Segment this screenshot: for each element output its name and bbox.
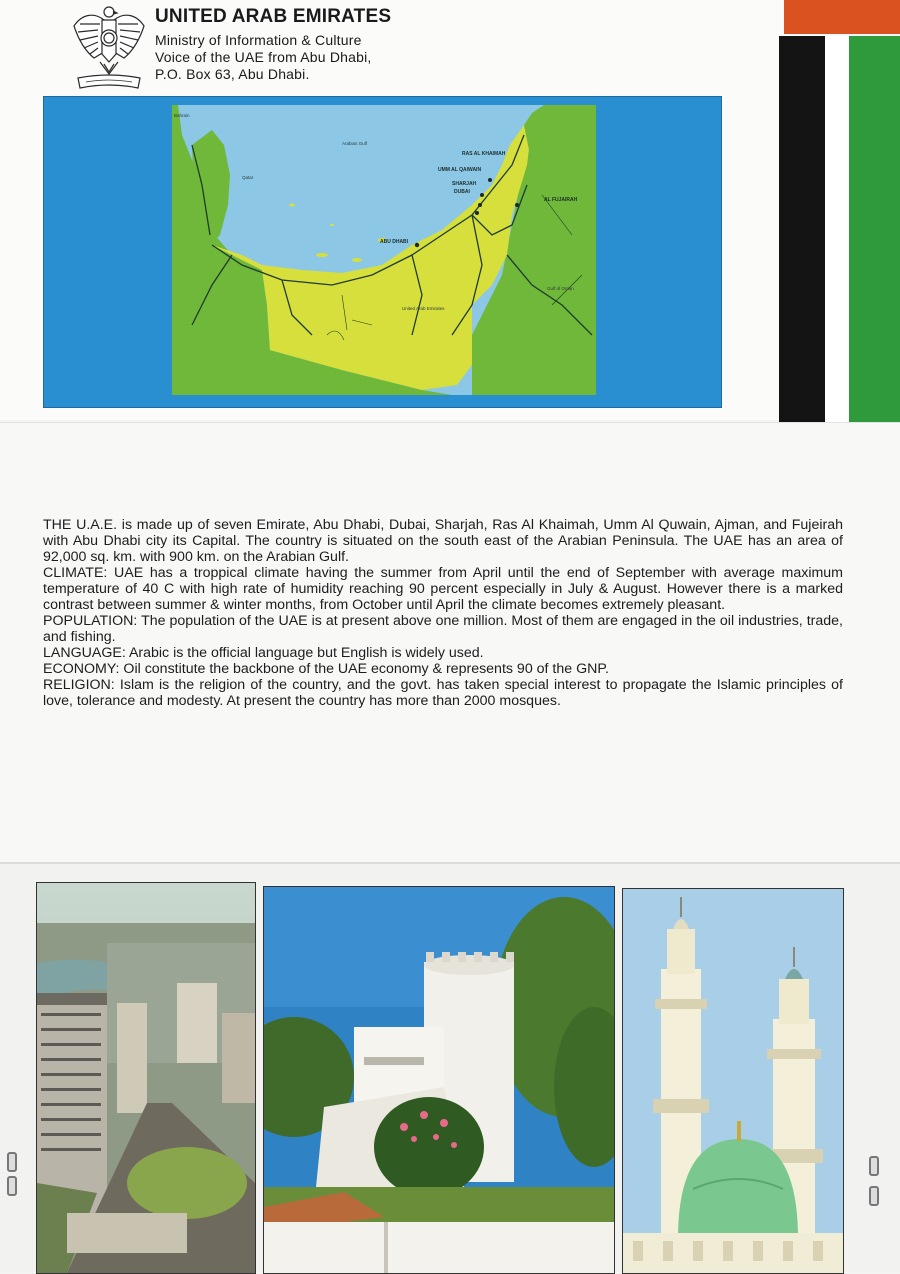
uae-map xyxy=(43,96,722,408)
info-panel xyxy=(0,422,900,863)
flag-white-band xyxy=(825,36,849,426)
page-title: UNITED ARAB EMIRATES xyxy=(155,6,392,27)
uae-flag-icon xyxy=(779,0,900,430)
map-label-bahrain: Bahrain xyxy=(174,113,190,118)
map-label-al-fujairah: AL FUJAIRAH xyxy=(544,197,578,203)
map-label-ras-al-khaimah: RAS AL KHAIMAH xyxy=(462,151,506,157)
religion-paragraph: RELIGION: Islam is the religion of the country, and the govt. has taken special interest to propagate the Islamic principles of love, tolerance and modesty. At present the country has more than 2000 mosques. xyxy=(43,677,843,709)
binding-ring xyxy=(7,1152,17,1172)
ministry-address xyxy=(155,32,372,83)
map-label-gulf-of-oman: Gulf of Oman xyxy=(547,286,574,291)
flag-green-band xyxy=(849,36,900,430)
intro-paragraph: THE U.A.E. is made up of seven Emirate, Abu Dhabi, Dubai, Sharjah, Ras Al Khaimah, Umm Al Quwain, Ajman, and Fujeirah with Abu Dhabi city its Capital. The country is situated on the south east of the Arabian Peninsula. The UAE has an area of 92,000 sq. km. with 900 km. on the Arabian Gulf. xyxy=(43,517,843,565)
flag-black-band xyxy=(779,36,825,426)
map-image xyxy=(172,105,596,395)
population-paragraph: POPULATION: The population of the UAE is at present above one million. Most of them are engaged in the oil industries, trade, and fishing. xyxy=(43,613,843,645)
climate-paragraph: CLIMATE: UAE has a troppical climate having the summer from April until the end of September with average maximum temperature of 40 C with high rate of humidity reaching 90 percent especially in July & August. However there is a marked contrast between summer & winter months, from October until April the climate becomes extremely pleasant. xyxy=(43,565,843,613)
falcon-emblem-icon xyxy=(70,2,148,94)
white-fort-photo xyxy=(263,886,615,1274)
map-label-uae: United Arab Emirates xyxy=(402,306,445,311)
map-label-abu-dhabi: ABU DHABI xyxy=(380,239,409,245)
ministry-line: Ministry of Information & Culture xyxy=(155,32,362,48)
mosque-minarets-photo xyxy=(622,888,844,1274)
map-label-umm-al-qaiwain: UMM AL QAIWAIN xyxy=(438,167,482,173)
city-aerial-photo xyxy=(36,882,256,1274)
photo-strip xyxy=(0,864,900,1272)
economy-paragraph: ECONOMY: Oil constitute the backbone of the UAE economy & represents 90 of the GNP. xyxy=(43,661,609,677)
station-line: Voice of the UAE from Abu Dhabi, xyxy=(155,49,372,65)
map-label-dubai: DUBAI xyxy=(454,189,470,195)
map-label-arabian-gulf: Arabian Gulf xyxy=(342,141,368,146)
language-paragraph: LANGUAGE: Arabic is the official language but English is widely used. xyxy=(43,645,484,661)
binding-ring xyxy=(7,1176,17,1196)
binding-ring xyxy=(869,1156,879,1176)
map-label-qatar: Qatar xyxy=(242,175,254,180)
country-description xyxy=(43,517,843,709)
top-panel xyxy=(0,0,900,420)
binding-ring xyxy=(869,1186,879,1206)
flag-red-band xyxy=(784,0,900,34)
map-label-sharjah: SHARJAH xyxy=(452,181,477,187)
po-box-line: P.O. Box 63, Abu Dhabi. xyxy=(155,66,310,82)
